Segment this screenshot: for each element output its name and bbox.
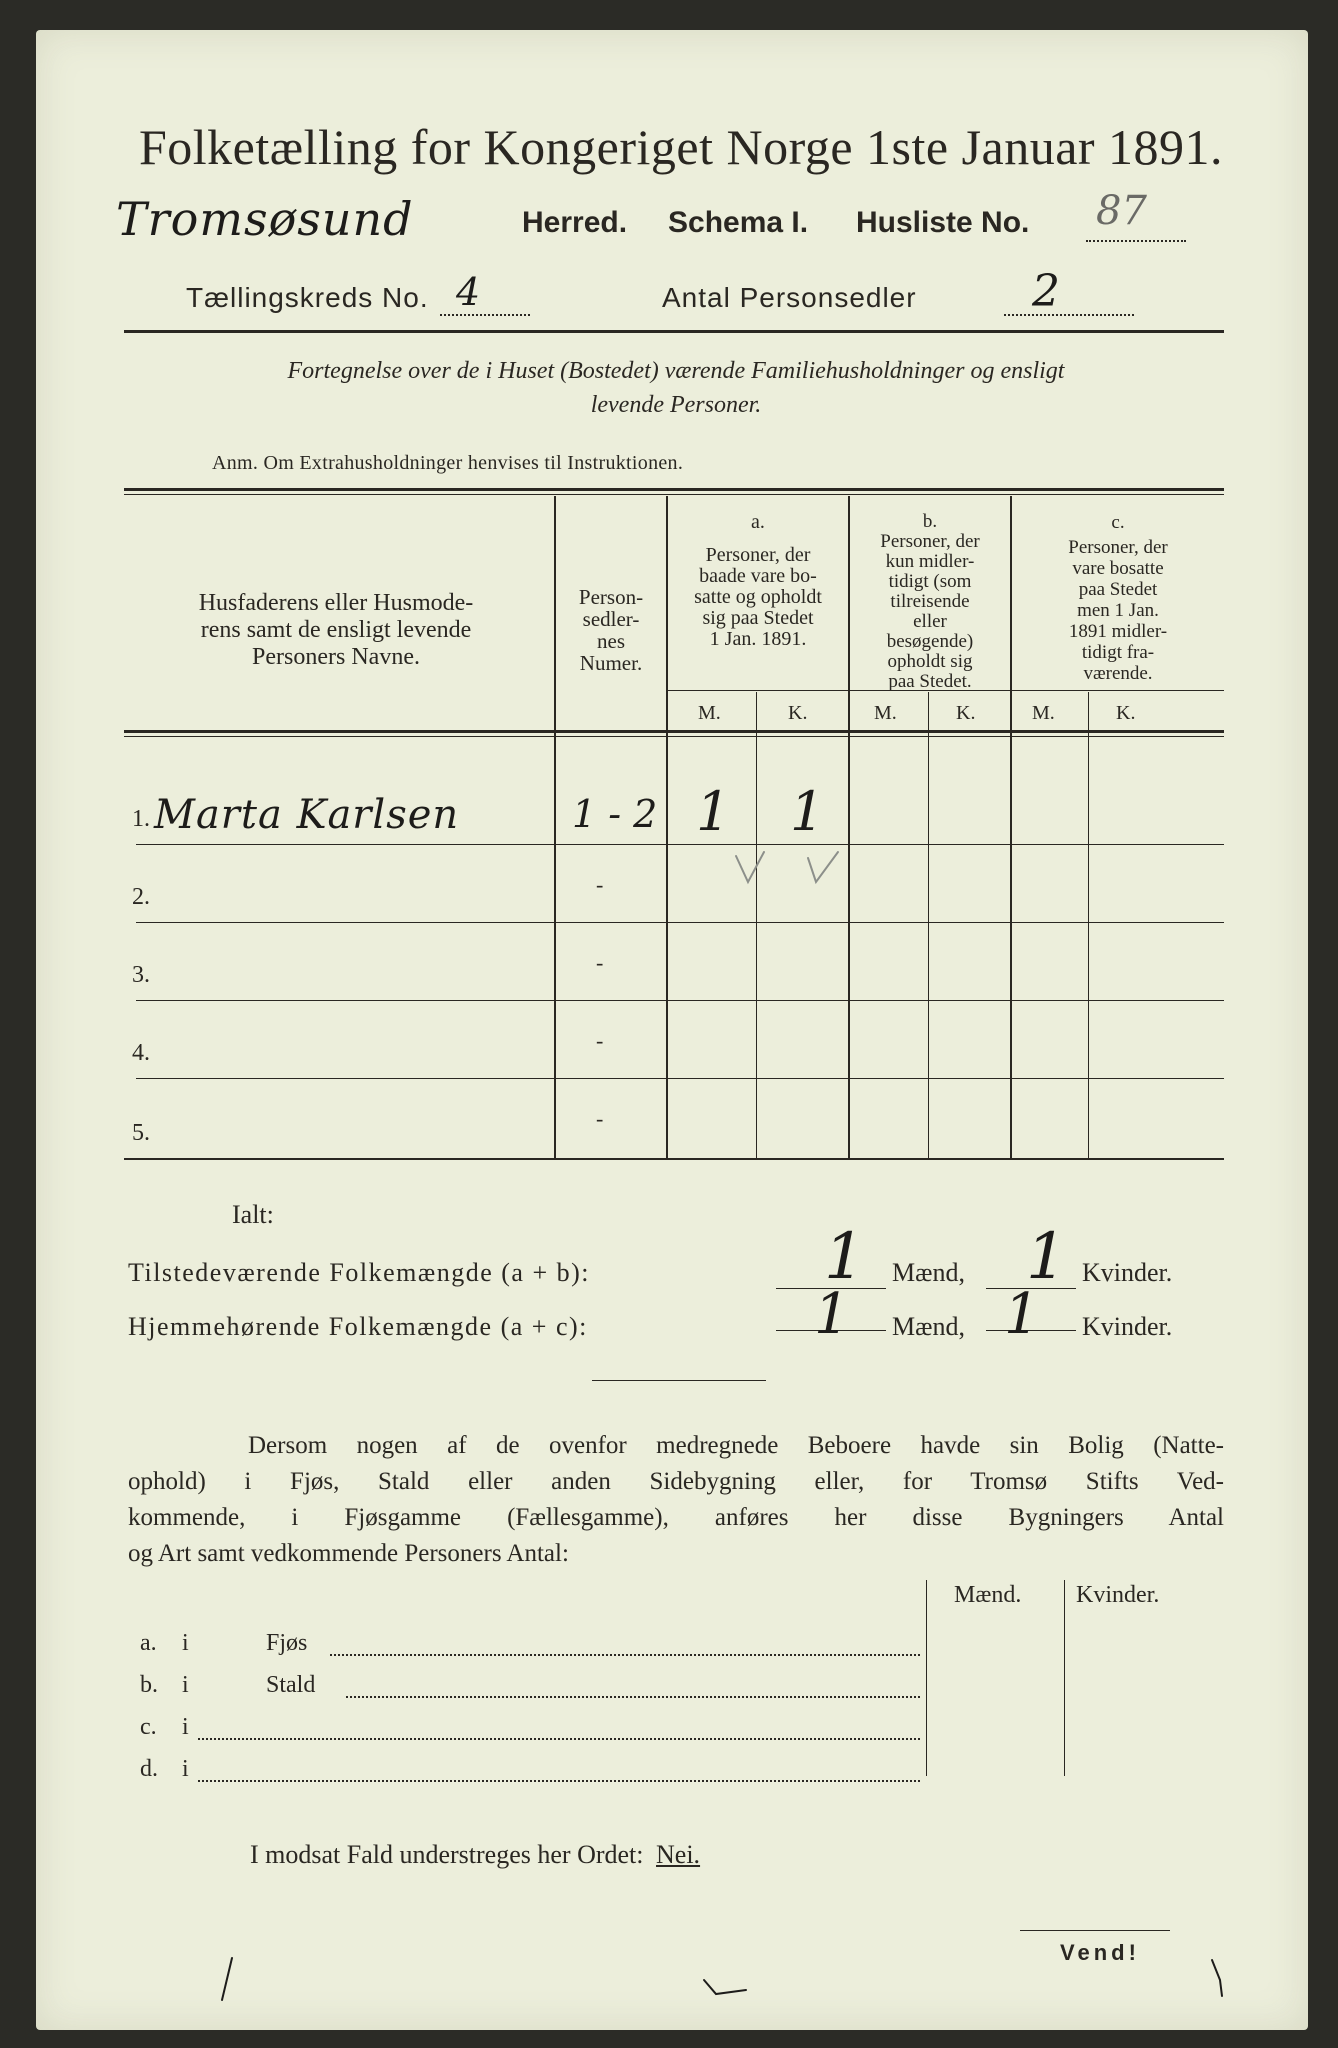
ialt-label: Ialt: [232,1200,274,1229]
c-m-label: M. [1032,702,1055,724]
row-1-name: Marta Karlsen [154,792,460,838]
antal-label: Antal Personsedler [662,282,917,313]
schema-label: Schema I. [668,206,809,239]
vend-rule [1020,1930,1170,1931]
husliste-value: 87 [1096,188,1147,234]
intro-line-1: Fortegnelse over de i Huset (Bostedet) værende Familiehusholdninger og ensligt [287,358,1065,384]
hjemme-m-value: 1 [814,1282,850,1347]
row-4-sedler: - [596,1028,604,1053]
intro-line-2: levende Personer. [590,392,762,418]
building-row-c: c. i [140,1714,920,1748]
b-k-label: K. [956,702,976,724]
col-a-header: a. Personer, der baade vare bo- satte og opholdt sig paa Stedet 1 Jan. 1891. [694,511,822,650]
kreds-value: 4 [456,270,481,314]
hjemme-maend: Mænd, [892,1312,965,1341]
hjemme-kvinder: Kvinder. [1082,1312,1173,1341]
c-k-label: K. [1116,702,1136,724]
buildings-paragraph: Dersom nogen af de ovenfor medregnede Beboere havde sin Bolig (Natte- ophold) i Fjøs, Stald eller anden Sidebygning eller, for Tromsø Stifts Ved- kommende, i Fjøsgamme (Fællesgamme), anføres her disse Bygningers Antal og Art samt vedkommende Personers Antal: [128,1432,1224,1567]
a-m-label: M. [698,702,721,724]
row-5-sedler: - [596,1106,604,1131]
col-names-header: Husfaderens eller Husmode- rens samt de ensligt levende Personers Navne. [198,590,474,670]
tilstede-label: Tilstedeværende Folkemængde (a + b): [128,1258,590,1287]
herred-label: Herred. [522,206,628,239]
check-mark-a-m [736,852,764,882]
table-head-bottom-rule [124,730,1224,733]
building-row-b: b. i Stald [140,1672,920,1706]
vend-label: Vend! [1060,1940,1140,1965]
b-m-label: M. [874,702,897,724]
row-1-a-m: 1 [696,780,731,843]
buildings-col-divider-2 [1064,1580,1065,1776]
row-2-sedler: - [596,872,604,897]
row-1-a-k: 1 [790,780,825,843]
antal-dots [1004,314,1134,316]
check-mark-a-k [808,852,838,882]
tilstede-kvinder: Kvinder. [1082,1258,1173,1287]
form-title: Folketælling for Kongeriget Norge 1ste Januar 1891. [138,119,1224,175]
nei-word: Nei. [656,1840,701,1869]
row-1-sedler: 1 - 2 [572,792,658,836]
building-row-d: d. i [140,1756,920,1790]
antal-value: 2 [1032,266,1060,317]
row-rule-3 [136,1000,1224,1001]
stray-ink-marks [186,1950,1236,2020]
table-bottom-rule [124,1158,1224,1160]
kreds-label: Tællingskreds No. [186,282,429,313]
col-a-mk-divider [756,692,757,1160]
table-head-bottom-rule-2 [124,736,1224,737]
row-3-sedler: - [596,950,604,975]
section-separator [592,1380,766,1381]
row-1-number: 1. [132,806,150,832]
table-top-rule [124,488,1224,491]
row-2-number: 2. [132,884,150,910]
tilstede-maend: Mænd, [892,1258,965,1287]
col-c-mk-divider [1088,692,1089,1160]
hjemme-label: Hjemmehørende Folkemængde (a + c): [128,1312,588,1341]
col-b-mk-divider [928,692,929,1160]
hjemme-k-value: 1 [1004,1282,1040,1347]
anm-note: Anm. Om Extrahusholdninger henvises til Instruktionen. [212,452,684,474]
row-5-number: 5. [132,1120,150,1146]
table-top-rule-2 [124,494,1224,495]
buildings-kvinder-head: Kvinder. [1076,1582,1160,1608]
buildings-col-divider-1 [926,1580,927,1776]
row-4-number: 4. [132,1040,150,1066]
header-rule [124,330,1224,333]
modsat-text: I modsat Fald understreges her Ordet: Nei. [250,1840,701,1869]
row-rule-1 [136,844,1224,845]
a-k-label: K. [788,702,808,724]
census-form-sheet [36,30,1308,2030]
buildings-maend-head: Mænd. [954,1582,1022,1608]
tilstede-m-value: 1 [824,1220,865,1294]
row-rule-2 [136,922,1224,923]
husliste-dots [1086,240,1186,242]
herred-value: Tromsøsund [116,192,414,246]
kreds-dots [440,314,530,316]
husliste-label: Husliste No. [856,206,1030,239]
row-rule-4 [136,1078,1224,1079]
row-3-number: 3. [132,962,150,988]
col-num-header: Person- sedler- nes Numer. [578,585,644,675]
building-row-a: a. i Fjøs [140,1630,920,1664]
col-c-header: c. Personer, der vare bosatte paa Stedet men 1 Jan. 1891 midler- tidigt fra- værende. [1068,512,1168,684]
tally-check-marks [666,846,866,896]
tilstede-k-value: 1 [1026,1220,1067,1294]
col-b-header: b. Personer, der kun midler- tidigt (som tilreisende eller besøgende) opholdt sig paa Stedet. [880,511,980,692]
